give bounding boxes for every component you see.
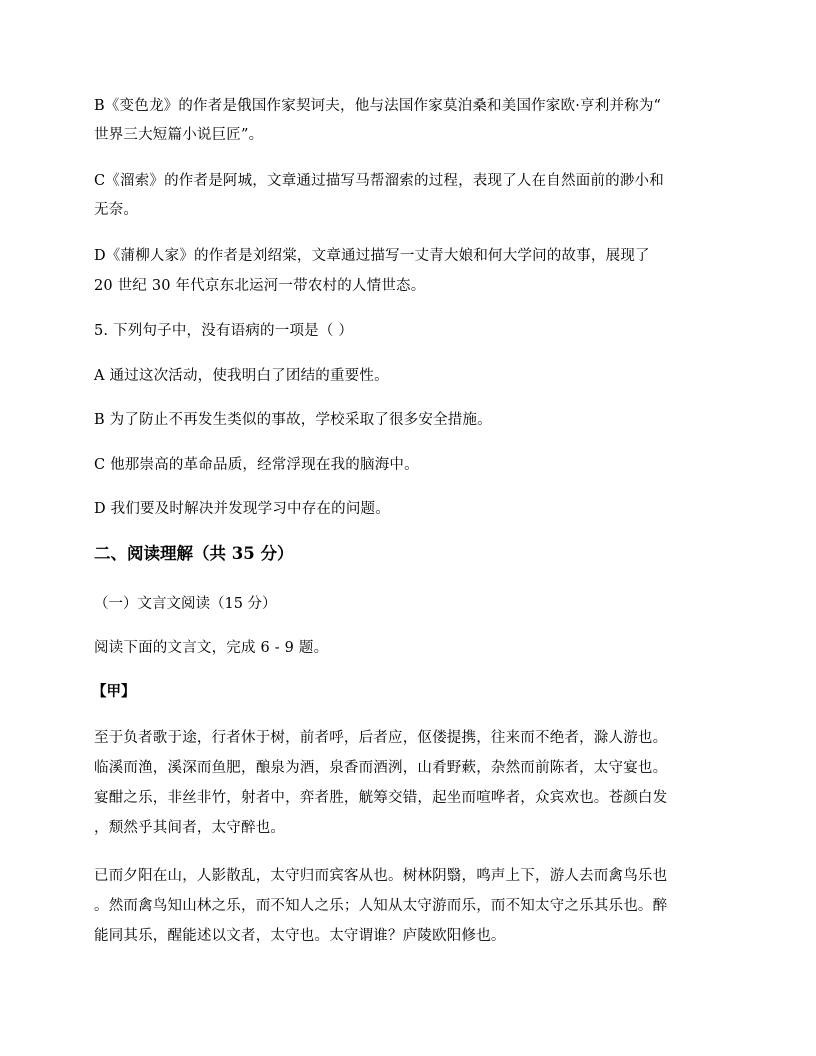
q5-option-c: C 他那崇高的革命品质，经常浮现在我的脑海中。 — [94, 457, 419, 473]
passage-label: 【甲】 — [92, 683, 136, 700]
passage-p1-line2: 临溪而渔，溪深而鱼肥，酿泉为酒，泉香而酒洌，山肴野蔌，杂然而前陈者，太守宴也。 — [94, 760, 668, 776]
subsection-heading: （一）文言文阅读（15 分） — [94, 596, 277, 612]
q5-option-a: A 通过这次活动，使我明白了团结的重要性。 — [94, 368, 389, 384]
passage-p2-line3: 能同其乐，醒能述以文者，太守也。太守谓谁？庐陵欧阳修也。 — [94, 928, 506, 944]
q4-option-c-line2: 无奈。 — [94, 202, 139, 218]
q5-option-b: B 为了防止不再发生类似的事故，学校采取了很多安全措施。 — [94, 412, 492, 428]
q4-option-d-line1: D《蒲柳人家》的作者是刘绍棠，文章通过描写一丈青大娘和何大学问的故事，展现了 — [94, 248, 650, 264]
q4-option-b-line2: 世界三大短篇小说巨匠”。 — [94, 127, 264, 143]
q4-option-b-line1: B《变色龙》的作者是俄国作家契诃夫，他与法国作家莫泊桑和美国作家欧·亨利并称为“ — [94, 98, 662, 114]
section-heading: 二、阅读理解（共 35 分） — [94, 544, 294, 563]
passage-p1-line1: 至于负者歌于途，行者休于树，前者呼，后者应，伛偻提携，往来而不绝者，滁人游也。 — [94, 730, 668, 746]
q4-option-d-line2: 20 世纪 30 年代京东北运河一带农村的人情世态。 — [94, 278, 426, 294]
passage-p2-line1: 已而夕阳在山，人影散乱，太守归而宾客从也。树林阴翳，鸣声上下，游人去而禽鸟乐也 — [94, 868, 668, 884]
q5-stem: 5. 下列句子中，没有语病的一项是（ ） — [94, 323, 354, 339]
q4-option-c-line1: C《溜索》的作者是阿城，文章通过描写马帮溜索的过程，表现了人在自然面前的渺小和 — [94, 173, 664, 189]
passage-p1-line4: ，颓然乎其间者，太守醉也。 — [94, 820, 286, 836]
reading-instruction: 阅读下面的文言文，完成 6 - 9 题。 — [94, 640, 329, 656]
q5-option-d: D 我们要及时解决并发现学习中存在的问题。 — [94, 501, 390, 517]
passage-p1-line3: 宴酣之乐，非丝非竹，射者中，弈者胜，觥筹交错，起坐而喧哗者，众宾欢也。苍颜白发 — [94, 790, 668, 806]
passage-p2-line2: 。然而禽鸟知山林之乐，而不知人之乐；人知从太守游而乐，而不知太守之乐其乐也。醉 — [94, 898, 668, 914]
